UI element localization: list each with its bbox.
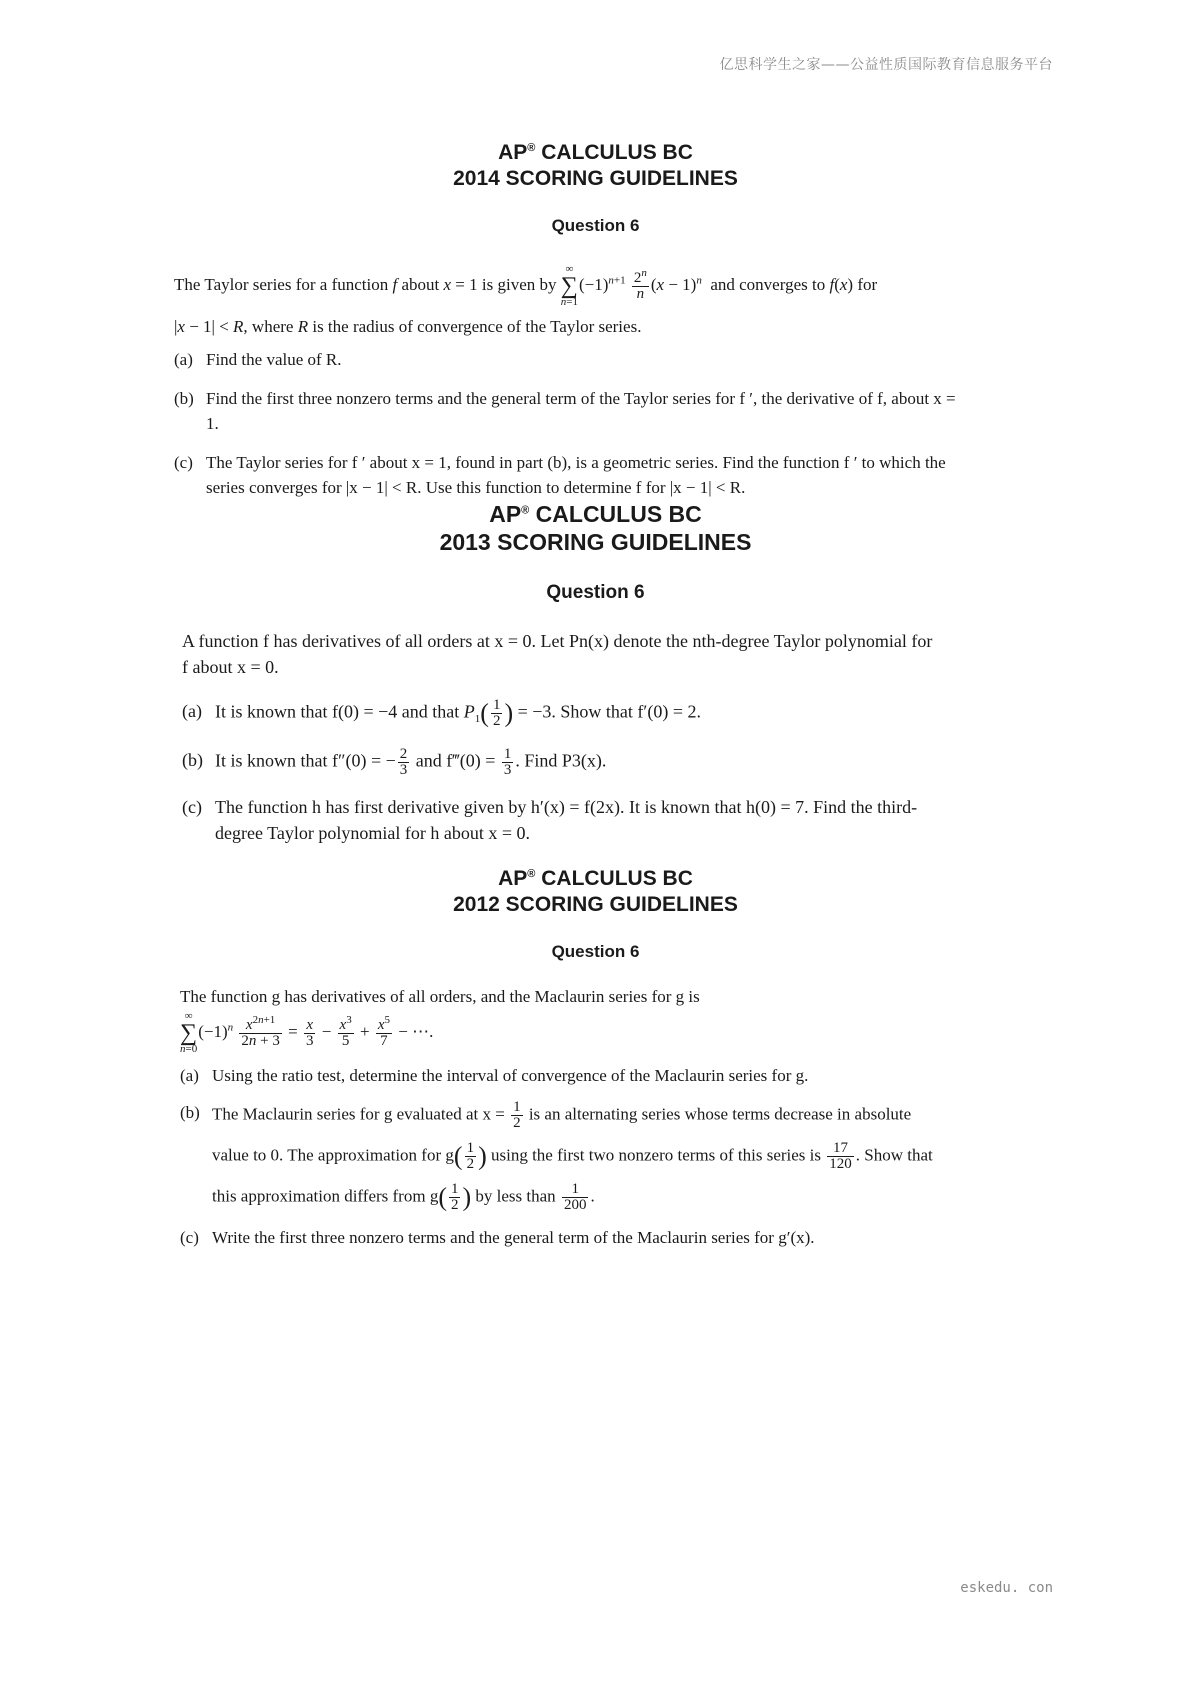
part-c: (c) Write the first three nonzero terms and the general term of the Maclaurin series for g′(x). <box>180 1228 815 1247</box>
registered-mark: ® <box>527 142 536 154</box>
ap-label: AP <box>498 867 528 890</box>
question-body-2013 <box>182 628 942 846</box>
part-b: (b) The Maclaurin series for g evaluated at x = $\frac{1}{2}$ is an alternating series whose terms decrease in absolute value to 0. The approximation for g( $\frac{1}{2}$ ) using the first two nonzero terms of this series is $\frac{17}{120}$ . Show that this approximation differs from g( $\frac{1}{2}$ ) by less than $\frac{1}{200}$ . <box>180 1099 933 1213</box>
watermark-text: 亿思科学生之家——公益性质国际教育信息服务平台 <box>719 57 1053 73</box>
summation-symbol: ∞ ∑ n=1 <box>560 263 578 308</box>
header-year: 2014 SCORING GUIDELINES <box>453 167 738 190</box>
question-title: Question 6 <box>551 216 640 235</box>
section-header <box>0 140 1191 192</box>
ap-label: AP <box>498 141 528 164</box>
registered-mark: ® <box>521 504 530 517</box>
header-year: 2012 SCORING GUIDELINES <box>453 893 738 916</box>
header-year: 2013 SCORING GUIDELINES <box>439 529 752 555</box>
section-header <box>0 500 1191 556</box>
section-2013 <box>0 500 1191 604</box>
part-a: (a) It is known that f(0) = −4 and that $P_1$( $\frac{1}{2}$ ) = −3. Show that f′(0) = 2. <box>182 697 701 729</box>
part-c: (c) The Taylor series for f ′ about x = 1, found in part (b), is a geometric series. Find the function f ′ to which the series converges for |x − 1| < R. Use this function to determine f for |x − 1| < R. <box>174 453 946 497</box>
question-body-2014: The Taylor series for a function f about x = 1 is given by ∞ ∑ n=1 $(-1)^{n+1}$ $\frac{2^n}{n}$ $(x - 1)^n$ and converges to f(x) for |x − 1| < R, where R is the radius of convergence of the Taylor series. (a) Find the value of R. (b) Find the first three nonzero terms and the general term of the Taylor series for f ′, the derivative of f, about x = 1. (c) The Taylor series for f ′ about x = 1, found in part (b), is a geometric series. Find the function f ′ to which the series converges for |x − 1| < R. Use this function to determine f for |x − 1| < R. <box>174 264 964 500</box>
header-course: CALCULUS BC <box>535 501 702 527</box>
intro-paragraph: A function f has derivatives of all orders at x = 0. Let Pn(x) denote the nth-degree Taylor polynomial for f about x = 0. <box>182 631 933 677</box>
part-c: (c) The function h has first derivative given by h′(x) = f(2x). It is known that h(0) = 7. Find the third-degree Taylor polynomial for h about x = 0. <box>182 797 918 843</box>
part-a: (a) Using the ratio test, determine the interval of convergence of the Maclaurin series for g. <box>180 1066 809 1085</box>
question-body-2012 <box>180 984 950 1250</box>
ap-label: AP <box>489 501 522 527</box>
header-course: CALCULUS BC <box>541 141 693 164</box>
section-header <box>0 866 1191 918</box>
part-a: (a) Find the value of R. <box>174 350 342 369</box>
question-title: Question 6 <box>551 942 640 961</box>
section-2014 <box>0 140 1191 236</box>
intro-paragraph: The Taylor series for a function f about x = 1 is given by ∞ ∑ n=1 $(-1)^{n+1}$ $\frac{2^n}{n}$ $(x - 1)^n$ and converges to f(x) for <box>174 263 878 308</box>
series-formula: ∞ ∑ n=0 $(-1)^n$ $\frac{x^{2n+1}}{2n + 3}$ = $\frac{x}{3}$ − $\frac{x^3}{5}$ + $\frac{x^5}{7}$ − ⋯. <box>180 1010 434 1055</box>
footer-text: eskedu. con <box>960 1580 1053 1596</box>
intro-paragraph: The function g has derivatives of all orders, and the Maclaurin series for g is <box>180 987 700 1006</box>
part-b: (b) Find the first three nonzero terms and the general term of the Taylor series for f ′, the derivative of f, about x = 1. <box>174 389 956 433</box>
header-course: CALCULUS BC <box>541 867 693 890</box>
question-title: Question 6 <box>546 582 645 603</box>
registered-mark: ® <box>527 868 536 880</box>
section-2012 <box>0 866 1191 962</box>
part-b: (b) It is known that f″(0) = − $\frac{2}{3}$ and f‴(0) = $\frac{1}{3}$ . Find P3(x). <box>182 746 607 778</box>
